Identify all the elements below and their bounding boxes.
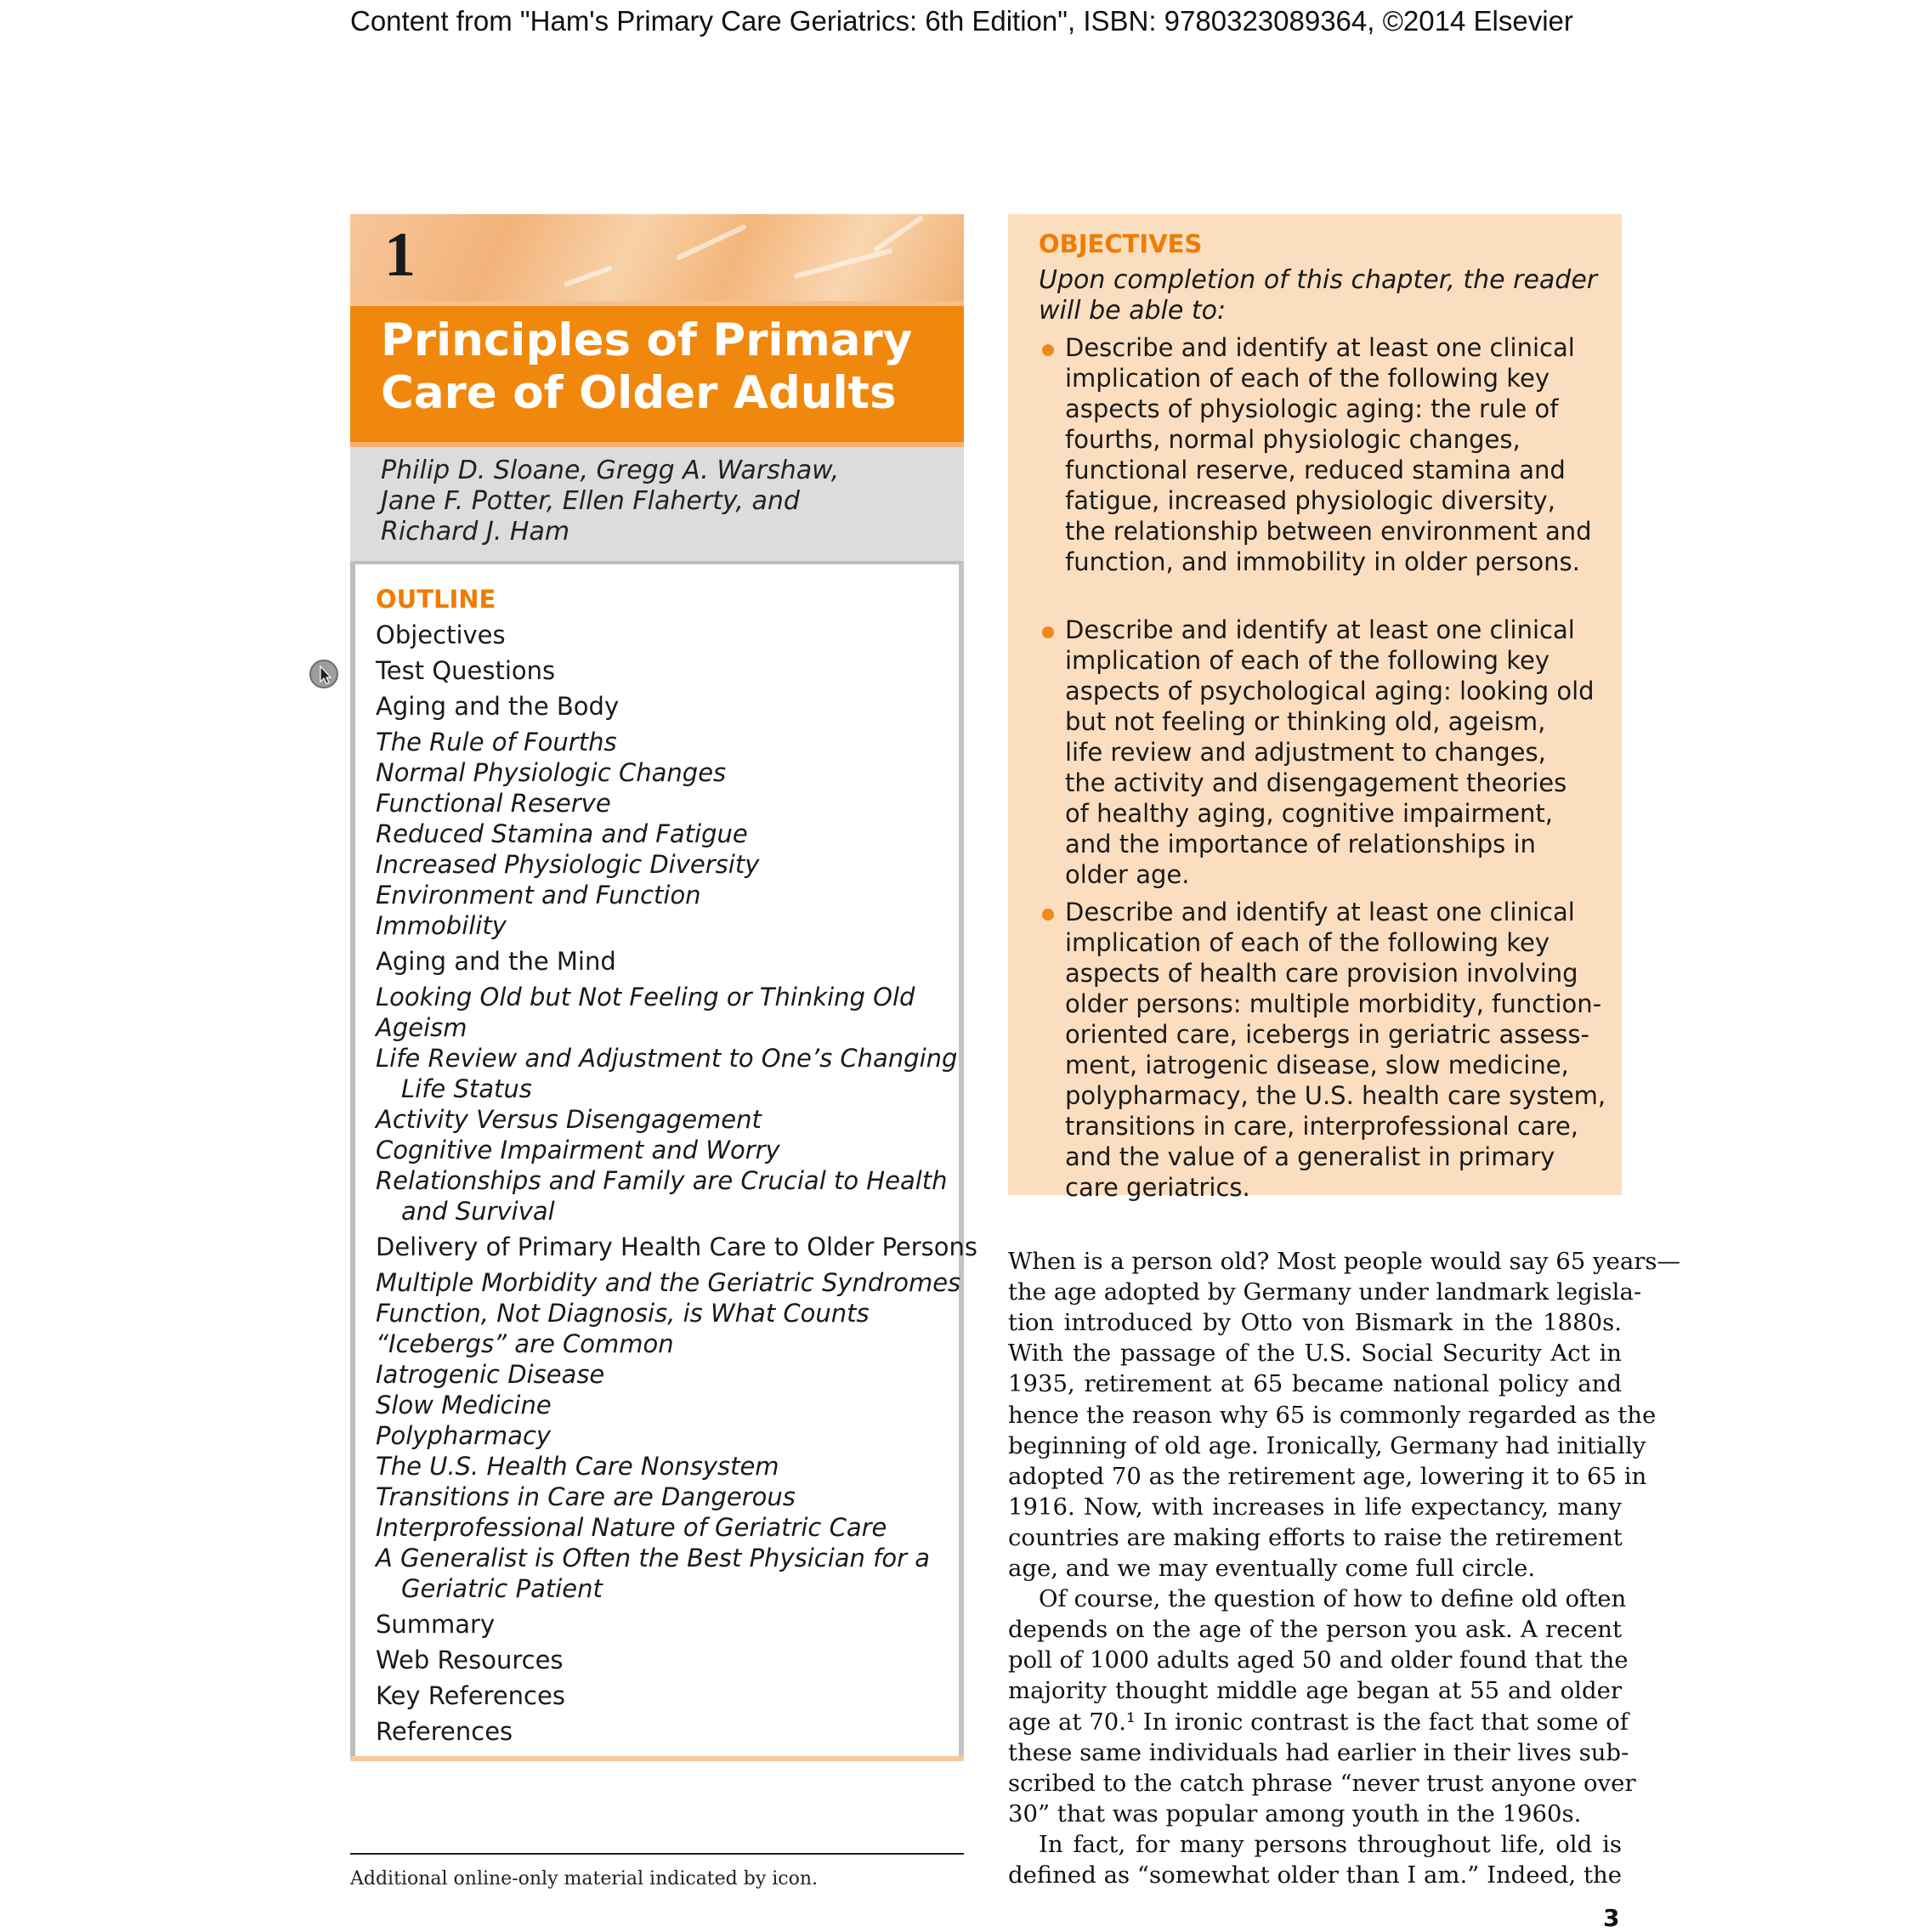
outline-item: The Rule of Fourths: [376, 728, 617, 756]
bullet-icon: [1042, 344, 1054, 356]
outline-item: Cognitive Impairment and Worry: [376, 1136, 780, 1164]
outline-item: Functional Reserve: [376, 789, 611, 818]
outline-item: Life Status: [401, 1074, 532, 1103]
objective-line: implication of each of the following key: [1065, 646, 1550, 675]
outline-item: Interprofessional Nature of Geriatric Care: [376, 1513, 887, 1542]
body-text-line: age at 70.¹ In ironic contrast is the fact that some of: [1008, 1708, 1629, 1736]
outline-item: Life Review and Adjustment to One’s Changing: [376, 1044, 958, 1073]
outline-item: Objectives: [376, 620, 506, 649]
outline-item: Summary: [376, 1610, 496, 1639]
chapter-number: 1: [384, 220, 416, 290]
body-text-line: hence the reason why 65 is commonly regarded as the: [1008, 1401, 1657, 1429]
objective-line: implication of each of the following key: [1065, 928, 1550, 957]
objective-line: and the importance of relationships in: [1065, 830, 1536, 858]
body-text-line: majority thought middle age began at 55 and older: [1008, 1677, 1622, 1705]
outline-item: A Generalist is Often the Best Physician for a: [376, 1544, 931, 1572]
outline-item: Normal Physiologic Changes: [376, 758, 727, 787]
outline-item: Aging and the Body: [376, 692, 620, 721]
objective-line: life review and adjustment to changes,: [1065, 738, 1546, 767]
body-text-line: scribed to the catch phrase “never trust anyone over: [1008, 1769, 1636, 1797]
mouse-cursor-icon: [309, 660, 338, 688]
outline-item: Iatrogenic Disease: [376, 1360, 605, 1389]
body-text-line: beginning of old age. Ironically, Germany had initially: [1008, 1431, 1646, 1459]
footnote: Additional online-only material indicated by icon.: [350, 1868, 819, 1890]
objective-line: oriented care, icebergs in geriatric assess-: [1065, 1020, 1589, 1049]
objective-line: polypharmacy, the U.S. health care system,: [1065, 1081, 1606, 1110]
chapter-title-line: Principles of Primary: [381, 314, 913, 366]
outline-item: Immobility: [376, 911, 507, 940]
outline-item: and Survival: [401, 1197, 555, 1226]
objective-line: care geriatrics.: [1065, 1173, 1250, 1202]
body-text-line: When is a person old? Most people would say 65 years—: [1008, 1248, 1680, 1275]
outline-item: The U.S. Health Care Nonsystem: [376, 1452, 779, 1481]
objective-line: older age.: [1065, 860, 1190, 889]
chapter-title-line: Care of Older Adults: [381, 367, 897, 419]
objectives-intro-line: will be able to:: [1039, 296, 1227, 326]
objective-line: but not feeling or thinking old, ageism,: [1065, 707, 1546, 736]
objective-line: Describe and identify at least one clinical: [1065, 898, 1575, 926]
objective-line: and the value of a generalist in primary: [1065, 1142, 1555, 1171]
outline-item: Transitions in Care are Dangerous: [376, 1482, 796, 1511]
outline-item: Slow Medicine: [376, 1391, 552, 1419]
outline-item: Test Questions: [376, 656, 556, 685]
outline-item: References: [376, 1717, 513, 1746]
outline-item: Delivery of Primary Health Care to Older Persons: [376, 1232, 978, 1261]
outline-heading: OUTLINE: [376, 585, 496, 614]
body-text-line: defined as “somewhat older than I am.” Indeed, the: [1008, 1861, 1622, 1889]
bullet-icon: [1042, 909, 1054, 921]
objective-line: fatigue, increased physiologic diversity,: [1065, 486, 1555, 515]
outline-item: Looking Old but Not Feeling or Thinking Old: [376, 983, 915, 1011]
footnote-rule: [350, 1853, 964, 1855]
outline-item: Relationships and Family are Crucial to Health: [376, 1166, 948, 1195]
objectives-box: [1008, 214, 1622, 1202]
body-text-line: 30” that was popular among youth in the 1960s.: [1008, 1799, 1582, 1827]
objective-line: aspects of physiologic aging: the rule of: [1065, 394, 1559, 423]
objective-line: the relationship between environment and: [1065, 517, 1592, 546]
objective-line: fourths, normal physiologic changes,: [1065, 425, 1521, 454]
objective-line: transitions in care, interprofessional care,: [1065, 1112, 1578, 1141]
outline-item: Polypharmacy: [376, 1421, 552, 1450]
outline-box-border: [350, 1756, 964, 1761]
outline-item: Activity Versus Disengagement: [376, 1105, 762, 1134]
outline-item: Increased Physiologic Diversity: [376, 850, 760, 879]
objective-line: aspects of health care provision involving: [1065, 959, 1578, 988]
objective-line: function, and immobility in older persons.: [1065, 547, 1580, 576]
objective-line: Describe and identify at least one clinical: [1065, 333, 1575, 362]
body-text-line: age, and we may eventually come full circle.: [1008, 1555, 1536, 1582]
body-text-line: tion introduced by Otto von Bismark in the 1880s.: [1008, 1309, 1622, 1337]
objective-line: Describe and identify at least one clinical: [1065, 615, 1575, 644]
objective-line: functional reserve, reduced stamina and: [1065, 456, 1566, 484]
page-number: 3: [1603, 1904, 1620, 1932]
outline-item: “Icebergs” are Common: [376, 1329, 674, 1358]
objective-line: implication of each of the following key: [1065, 364, 1550, 393]
outline-item: Key References: [376, 1681, 565, 1710]
outline-item: Aging and the Mind: [376, 947, 616, 976]
body-text-line: countries are making efforts to raise the retirement: [1008, 1523, 1623, 1551]
outline-item: Function, Not Diagnosis, is What Counts: [376, 1299, 870, 1328]
author-line: Richard J. Ham: [381, 517, 570, 547]
body-text-line: these same individuals had earlier in their lives sub-: [1008, 1738, 1629, 1766]
bullet-icon: [1042, 626, 1054, 638]
body-text-line: With the passage of the U.S. Social Security Act in: [1008, 1340, 1622, 1368]
body-text-line: 1916. Now, with increases in life expectancy, many: [1008, 1493, 1622, 1521]
outline-item: Web Resources: [376, 1646, 564, 1674]
body-text-line: 1935, retirement at 65 became national policy and: [1008, 1370, 1622, 1398]
outline-item: Multiple Morbidity and the Geriatric Syndromes: [376, 1268, 961, 1297]
source-header: Content from "Ham's Primary Care Geriatrics: 6th Edition", ISBN: 9780323089364, ©2014 Elsevier: [350, 5, 1573, 37]
outline-item: Geriatric Patient: [401, 1574, 603, 1603]
body-text-line: In fact, for many persons throughout life, old is: [1039, 1830, 1622, 1858]
outline-item: Reduced Stamina and Fatigue: [376, 819, 748, 848]
author-line: Jane F. Potter, Ellen Flaherty, and: [381, 486, 800, 516]
objective-line: of healthy aging, cognitive impairment,: [1065, 799, 1554, 828]
outline-item: Ageism: [376, 1013, 467, 1042]
author-line: Philip D. Sloane, Gregg A. Warshaw,: [381, 456, 840, 485]
body-text-line: depends on the age of the person you ask. A recent: [1008, 1616, 1622, 1644]
body-text-line: Of course, the question of how to define old often: [1039, 1585, 1627, 1613]
objectives-intro-line: Upon completion of this chapter, the reader: [1039, 265, 1598, 295]
objectives-heading: OBJECTIVES: [1039, 229, 1203, 258]
objective-line: the activity and disengagement theories: [1065, 768, 1567, 797]
body-text-line: poll of 1000 adults aged 50 and older found that the: [1008, 1646, 1629, 1674]
outline-item: Environment and Function: [376, 881, 701, 909]
body-text-line: adopted 70 as the retirement age, lowering it to 65 in: [1008, 1462, 1647, 1490]
chapter-title-block: [350, 306, 964, 445]
body-text-line: the age adopted by Germany under landmark legisla-: [1008, 1278, 1642, 1306]
objective-line: aspects of psychological aging: looking old: [1065, 677, 1595, 705]
outline-box: [350, 561, 978, 1761]
chapter-banner-texture: [350, 214, 964, 301]
objective-line: ment, iatrogenic disease, slow medicine,: [1065, 1051, 1569, 1079]
objective-line: older persons: multiple morbidity, function-: [1065, 989, 1602, 1018]
authors-block: [350, 447, 964, 561]
